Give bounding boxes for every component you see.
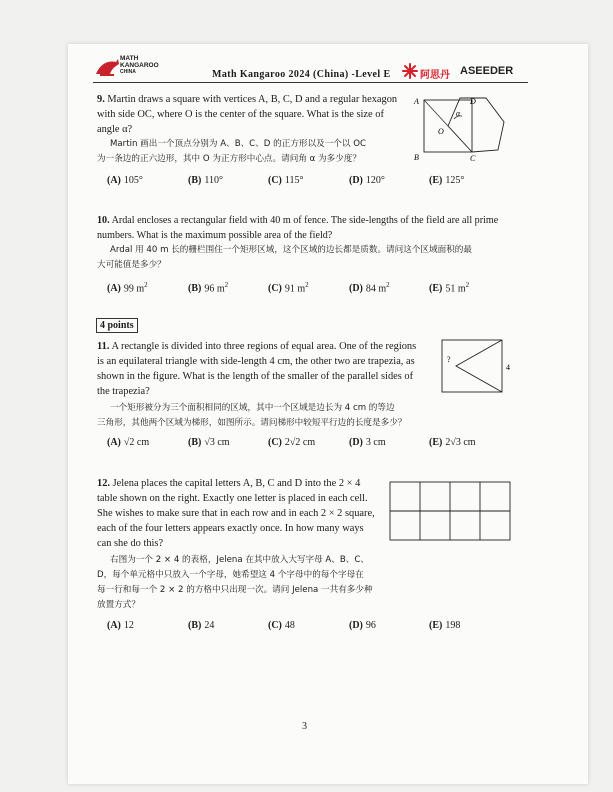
points-section-label: 4 points (96, 318, 138, 333)
question-text-cn: Martin 画出一个顶点分别为 A、B、C、D 的正方形以及一个以 OC (110, 139, 366, 149)
option-value: 91 m (284, 283, 306, 295)
question-text: Martin draws a square with vertices A, B, C, D and a regular hexagon (107, 94, 398, 105)
question-text: with side OC, where O is the center of the square. What is the size of (97, 109, 384, 120)
question-11-chinese (110, 401, 510, 416)
q10-option-e[interactable] (429, 281, 469, 294)
q9-option-c[interactable] (268, 175, 304, 186)
option-superscript: 2 (224, 281, 229, 289)
option-value: 2√2 cm (284, 437, 316, 448)
question-9 (97, 92, 417, 137)
question-10-chinese (110, 243, 520, 258)
question-text: table shown on the right. Exactly one letter is placed in each cell. (97, 493, 368, 504)
question-11 (97, 339, 427, 399)
vertex-label-b: B (414, 153, 419, 162)
question-text: shown in the figure. What is the length of the smaller of the parallel sides of (97, 371, 414, 382)
question-number: 12. (97, 478, 110, 489)
question-9-chinese-cont (97, 152, 417, 167)
option-label: (C) (268, 437, 282, 448)
question-text: numbers. What is the maximum possible area of the field? (97, 230, 333, 241)
aseeder-logo-icon (402, 63, 418, 79)
option-label: (D) (349, 437, 363, 448)
question-text: Ardal encloses a rectangular field with 40 m of fence. The side-lengths of the field are all prime (111, 215, 499, 226)
angle-label-alpha: α (456, 109, 461, 118)
option-value: 99 m (123, 283, 145, 295)
option-label: (D) (349, 283, 363, 295)
question-number: 11. (97, 341, 110, 352)
option-label: (A) (107, 175, 121, 186)
q9-option-a[interactable] (107, 175, 143, 186)
q11-option-a[interactable] (107, 437, 149, 448)
figure-square-hexagon (412, 92, 522, 166)
vertex-label-c: C (470, 154, 476, 163)
question-text-cn: Ardal 用 40 m 长的栅栏围住一个矩形区域，这个区域的边长都是质数。请问这个区域面积的最 (110, 245, 472, 255)
q11-option-d[interactable] (349, 437, 386, 448)
option-value: 96 (365, 620, 376, 631)
option-value: 84 m (365, 283, 387, 295)
question-text-cn: 右图为一个 2 × 4 的表格，Jelena 在其中放入大写字母 A、B、C、 (110, 555, 369, 565)
q11-option-c[interactable] (268, 437, 315, 448)
unknown-length-label: ? (447, 355, 451, 364)
logo-line-china: CHINA (120, 69, 136, 75)
brand-english: ASEEDER (460, 65, 514, 77)
option-label: (B) (188, 283, 202, 295)
q12-option-d[interactable] (349, 620, 376, 631)
question-text-cn: 大可能值是多少？ (97, 260, 166, 270)
option-value: 3 cm (365, 437, 386, 448)
option-value: 51 m (445, 283, 466, 295)
q10-option-a[interactable] (107, 281, 148, 294)
brand-chinese: 阿思丹 (420, 70, 450, 81)
q12-option-e[interactable] (429, 620, 460, 631)
option-label: (B) (188, 175, 202, 186)
option-value: √3 cm (204, 437, 230, 448)
option-label: (D) (349, 620, 363, 631)
option-value: 12 (123, 620, 134, 631)
page-number: 3 (302, 721, 307, 732)
question-number: 9. (97, 94, 105, 105)
page-header-title: Math Kangaroo 2024 (China) -Level E (212, 69, 391, 80)
option-label: (A) (107, 620, 121, 631)
q12-option-a[interactable] (107, 620, 134, 631)
question-text: can she do this? (97, 538, 164, 549)
question-text: She wishes to make sure that in each row and in each 2 × 2 square, (97, 508, 375, 519)
question-text: angle α? (97, 124, 133, 135)
question-text-cn: 放置方式？ (97, 600, 140, 610)
option-superscript: 2 (305, 281, 309, 289)
option-label: (C) (268, 175, 282, 186)
question-text: each of the four letters appears exactly once. In how many ways (97, 523, 364, 534)
math-kangaroo-logo (120, 56, 159, 76)
option-value: 48 (284, 620, 295, 631)
option-value: 24 (204, 620, 215, 631)
q9-option-d[interactable] (349, 175, 385, 186)
option-value: 105° (123, 175, 143, 186)
question-11-chinese-cont (97, 416, 517, 431)
center-label-o: O (438, 127, 444, 136)
question-text: A rectangle is divided into three regions of equal area. One of the regions (111, 341, 417, 352)
option-superscript: 2 (144, 281, 148, 289)
option-value: 120° (365, 175, 385, 186)
q9-option-e[interactable] (429, 175, 464, 186)
question-9-chinese (110, 137, 420, 152)
option-label: (E) (429, 283, 443, 295)
option-value: √2 cm (123, 437, 150, 448)
question-text: the trapezia? (97, 386, 150, 397)
option-value: 110° (204, 175, 223, 186)
option-label: (C) (268, 620, 282, 631)
option-value: 115° (284, 175, 304, 186)
q10-option-b[interactable] (188, 281, 228, 294)
option-label: (C) (268, 283, 282, 295)
question-text-cn: 每一行和每一个 2 × 2 的方格中只出现一次。请问 Jelena 一共有多少种 (97, 585, 373, 595)
option-value: 96 m (204, 283, 225, 295)
question-12 (97, 476, 387, 551)
option-label: (E) (429, 437, 443, 448)
header-divider (93, 82, 528, 83)
q11-option-e[interactable] (429, 437, 476, 448)
option-value: 125° (445, 175, 465, 186)
q10-option-d[interactable] (349, 281, 390, 294)
question-number: 10. (97, 215, 110, 226)
option-label: (A) (107, 283, 121, 295)
option-label: (B) (188, 620, 202, 631)
option-superscript: 2 (465, 281, 470, 289)
question-12-chinese-cont (97, 568, 427, 613)
vertex-label-a: A (414, 97, 419, 106)
option-label: (A) (107, 437, 121, 448)
question-10-chinese-cont (97, 258, 517, 273)
kangaroo-logo-icon (94, 56, 120, 78)
side-length-label: 4 (506, 363, 510, 372)
q12-option-b[interactable] (188, 620, 214, 631)
q12-option-c[interactable] (268, 620, 295, 631)
question-12-chinese (110, 553, 410, 568)
q11-option-b[interactable] (188, 437, 230, 448)
q10-option-c[interactable] (268, 281, 309, 294)
vertex-label-d: D (470, 97, 476, 106)
option-value: 198 (445, 620, 461, 631)
option-label: (D) (349, 175, 363, 186)
q9-option-b[interactable] (188, 175, 223, 186)
option-label: (B) (188, 437, 202, 448)
option-label: (E) (429, 620, 443, 631)
question-text-cn: 三角形，其他两个区域为梯形，如图所示。请问梯形中较短平行边的长度是多少？ (97, 418, 407, 428)
option-value: 2√3 cm (445, 437, 476, 448)
option-superscript: 2 (386, 281, 390, 289)
question-text-cn: 为一条边的正六边形，其中 O 为正方形中心点。请问角 α 为多少度？ (97, 154, 361, 164)
figure-2x4-table (388, 480, 514, 544)
option-label: (E) (429, 175, 443, 186)
question-text-cn: D，每个单元格中只放入一个字母，她希望这 4 个字母中的每个字母在 (97, 570, 364, 580)
logo-line-kangaroo: KANGAROO (120, 61, 159, 69)
question-text-cn: 一个矩形被分为三个面积相同的区域，其中一个区域是边长为 4 cm 的等边 (110, 403, 395, 413)
figure-rectangle-triangle (440, 338, 515, 396)
logo-line-math: MATH (120, 55, 139, 62)
question-text: is an equilateral triangle with side-length 4 cm, the other two are trapezia, as (97, 356, 415, 367)
question-text: Jelena places the capital letters A, B, C and D into the 2 × 4 (112, 478, 361, 489)
question-10 (97, 213, 517, 243)
